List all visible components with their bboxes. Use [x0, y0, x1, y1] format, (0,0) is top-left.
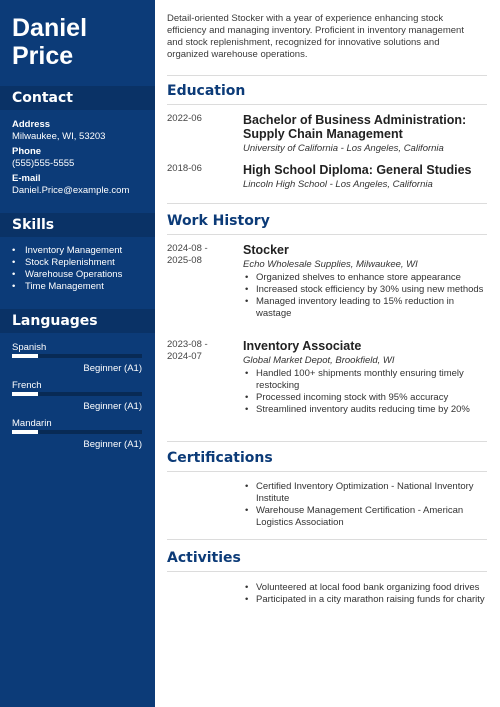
address-block: [12, 119, 152, 143]
entry-body: [243, 243, 485, 320]
job-bullets: [243, 368, 485, 416]
education-heading: Education: [167, 83, 246, 99]
language-item: [12, 418, 142, 450]
divider: [167, 539, 487, 540]
employer: Global Market Depot, Brookfield, WI: [243, 355, 395, 366]
first-name: Daniel: [12, 14, 88, 42]
degree-title: High School Diploma: General Studies: [243, 163, 472, 177]
skill-item: • Inventory Management: [12, 245, 152, 257]
profile-summary: Detail-oriented Stocker with a year of experience enhancing stock efficiency and managing inventory. Proficient in inventory management and stock replenishment, recognized for innovative solutions and organized warehouse operations.: [167, 13, 464, 60]
skills-list: [12, 245, 152, 293]
email-block: [12, 173, 152, 197]
language-proficiency-bar: [12, 430, 142, 434]
activities-heading: Activities: [167, 550, 241, 566]
employer: Echo Wholesale Supplies, Milwaukee, WI: [243, 259, 418, 270]
entry-date: [167, 339, 237, 363]
language-proficiency-bar: [12, 354, 142, 358]
job-title: Stocker: [243, 243, 289, 257]
entry-body: [243, 581, 485, 606]
entry-date: [167, 243, 237, 267]
skills-heading: Skills: [12, 217, 55, 233]
last-name: Price: [12, 42, 74, 70]
phone-block: [12, 146, 152, 170]
date-end: 2024-07: [167, 351, 202, 362]
skill-item: • Warehouse Operations: [12, 269, 152, 281]
email-value[interactable]: Daniel.Price@example.com: [12, 185, 130, 196]
job-bullets: [243, 272, 485, 320]
divider: [167, 104, 487, 105]
bullet-item: • Processed incoming stock with 95% accuracy: [243, 392, 485, 404]
job-title: Inventory Associate: [243, 339, 362, 353]
candidate-name: [0, 0, 155, 70]
bullet-item: • Increased stock efficiency by 30% using new methods: [243, 284, 485, 296]
divider: [167, 571, 487, 572]
institution: Lincoln High School - Los Angeles, California: [243, 179, 433, 190]
entry-body: [243, 480, 485, 529]
phone-value: (555)555-5555: [12, 158, 75, 169]
language-name: Spanish: [12, 342, 47, 353]
activities-list: [243, 582, 485, 606]
skill-item: • Stock Replenishment: [12, 257, 152, 269]
divider: [167, 234, 487, 235]
certifications-heading: Certifications: [167, 450, 273, 466]
address-label: Address: [12, 119, 51, 130]
degree-title: Bachelor of Business Administration: Supply Chain Management: [243, 113, 467, 141]
bullet-item: • Handled 100+ shipments monthly ensuring timely restocking: [243, 368, 485, 392]
divider: [167, 75, 487, 76]
language-proficiency-fill: [12, 392, 38, 396]
bullet-item: • Participated in a city marathon raising funds for charity: [243, 594, 485, 606]
email-label: E-mail: [12, 173, 41, 184]
sidebar: [0, 0, 155, 707]
language-level: Beginner (A1): [83, 363, 142, 374]
bullet-item: • Certified Inventory Optimization - National Inventory Institute: [243, 481, 485, 505]
entry-body: [243, 339, 485, 416]
date-start: 2023-08 -: [167, 339, 208, 350]
divider: [167, 471, 487, 472]
contact-heading: Contact: [12, 90, 73, 106]
institution: University of California - Los Angeles, California: [243, 143, 444, 154]
bullet-item: • Warehouse Management Certification - American Logistics Association: [243, 505, 485, 529]
certifications-list: [243, 481, 485, 529]
language-level: Beginner (A1): [83, 401, 142, 412]
entry-body: [243, 163, 485, 191]
phone-label: Phone: [12, 146, 42, 157]
language-proficiency-bar: [12, 392, 142, 396]
address-value: Milwaukee, WI, 53203: [12, 131, 106, 142]
work-history-heading: Work History: [167, 213, 270, 229]
language-level: Beginner (A1): [83, 439, 142, 450]
date-end: 2025-08: [167, 255, 202, 266]
language-name: French: [12, 380, 42, 391]
bullet-item: • Organized shelves to enhance store appearance: [243, 272, 485, 284]
language-item: [12, 342, 142, 374]
divider: [167, 203, 487, 204]
bullet-item: • Streamlined inventory audits reducing time by 20%: [243, 404, 485, 416]
language-proficiency-fill: [12, 354, 38, 358]
entry-date: 2022-06: [167, 113, 202, 124]
language-proficiency-fill: [12, 430, 38, 434]
bullet-item: • Managed inventory leading to 15% reduction in wastage: [243, 296, 485, 320]
entry-date: 2018-06: [167, 163, 202, 174]
skill-item: • Time Management: [12, 281, 152, 293]
language-item: [12, 380, 142, 412]
languages-heading: Languages: [12, 313, 98, 329]
bullet-item: • Volunteered at local food bank organizing food drives: [243, 582, 485, 594]
divider: [167, 441, 487, 442]
language-name: Mandarin: [12, 418, 52, 429]
date-start: 2024-08 -: [167, 243, 208, 254]
entry-body: [243, 113, 485, 155]
